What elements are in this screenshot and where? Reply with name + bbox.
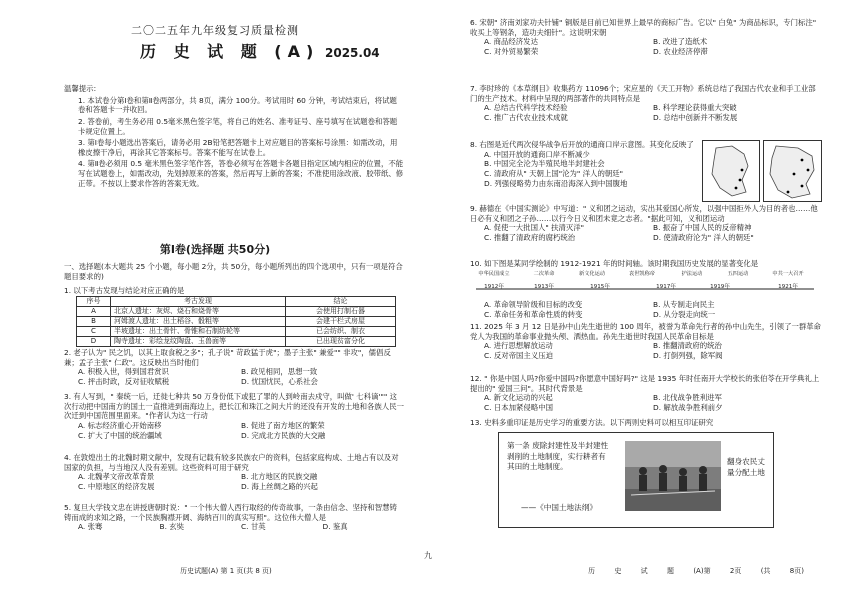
q10-timeline (470, 268, 820, 300)
port-dot (801, 185, 804, 188)
timeline-event: 中共一大召开 (772, 271, 804, 277)
port-dot (787, 191, 790, 194)
q6-option-b: B. 改进了造纸术 (653, 37, 708, 47)
land-survey-photo (625, 441, 721, 511)
q2 (64, 348, 404, 387)
q1-table (76, 296, 396, 347)
q7 (470, 84, 822, 123)
notice-block (64, 84, 404, 190)
q6 (470, 18, 822, 57)
q8-stem: 8. 右图是近代两次侵华战争后开放的通商口岸示意图。其变化反映了 (470, 140, 694, 149)
q5-option-b: B. 玄奘 (159, 522, 185, 532)
q3-option-a: A. 标志经济重心开始南移 (78, 420, 162, 430)
q2-option-a: A. 积极入世，得到国君赏识 (78, 367, 169, 377)
table-cell: 陶寺遗址：彩绘龙纹陶盘、玉兽面等 (111, 337, 286, 347)
q10-option-a: A. 革命领导阶级和目标的改变 (484, 300, 583, 309)
q12-option-d: D. 解放战争胜利前夕 (653, 402, 723, 412)
q7-option-d: D. 总结中创新并不断发展 (653, 112, 738, 122)
timeline-event: 新文化运动 (579, 271, 605, 277)
table-cell: 半坡遗址：出土骨针、骨锥和石制纺轮等 (111, 327, 286, 337)
q11 (470, 322, 822, 361)
q8-option-c: C. 清政府从" 天朝上国"沦为" 洋人的朝廷" (484, 168, 624, 178)
table-cell: 会使用打制石器 (286, 307, 396, 317)
exam-date: 2025.04 (325, 46, 380, 60)
section-intro: 一、选择题(本大题共 25 个小题，每小题 2分，共 50分，每小题所列出的四个选项中，只有一项是符合题目要求的) (64, 262, 403, 281)
q13-source-box (498, 432, 774, 528)
q12 (470, 374, 822, 413)
footer-text: (A)第 (693, 567, 711, 575)
q8-option-a: A. 中国开放的通商口岸不断减少 (484, 149, 590, 159)
q3-option-d: D. 完成北方民族的大交融 (241, 430, 326, 440)
table-cell: 会建干栏式房屋 (286, 317, 396, 327)
photo-caption: 翻身农民丈量分配土地 (727, 457, 765, 477)
q5-stem: 5. 复旦大学钱文忠在讲授唐朝时说：" 一个伟大僧人西行取经的传奇故事，一条由信念、坚持和智慧铸铸而成的求知之路，一个民族胸襟开阔、海纳百川的真实写照"。这位伟大僧人是 (64, 503, 397, 522)
q11-stem: 11. 2025 年 3 月 12 日是孙中山先生逝世的 100 周年，被誉为革命先行者的孙中山先生，引领了一群革命党人为我国的革命事业抛头颅、洒热血。孙先生逝世时我国人民革命目标是 (470, 322, 822, 341)
q9-option-b: B. 振奋了中国人民的反帝精神 (653, 223, 752, 233)
q13-stem: 13. 史料多重印证是历史学习的重要方法。以下两则史料可以相互印证研究 (470, 418, 714, 427)
timeline-year: 1921年 (778, 284, 798, 290)
port-dot (739, 179, 742, 182)
notice-item: 2. 答卷前，考生务必用 0.5毫米黑色签字笔，将自己的姓名、准考证号、座号填写在试题卷和答题卡规定位置上。 (78, 116, 398, 136)
q10-options (470, 300, 822, 319)
law-source: ——《中国土地法纲》 (521, 503, 597, 512)
q5-option-a: A. 张骞 (78, 522, 103, 532)
table-row (77, 327, 396, 337)
timeline-event: 二次革命 (533, 271, 555, 277)
q6-option-a: A. 商品经济发达 (484, 37, 538, 47)
q3 (64, 392, 404, 440)
notice-item: 1. 本试卷分第Ⅰ卷和第Ⅱ卷两部分，共 8页，满分 100分。考试用时 60 分钟，考试结束后，将试题卷和答题卡一并收回。 (78, 95, 397, 115)
timeline-year: 1912年 (484, 284, 504, 290)
port-dot (807, 169, 810, 172)
law-excerpt: 第一条 废除封建性及半封建性剥削的土地制度，实行耕者有其田的土地制度。 (507, 441, 609, 472)
q11-option-b: B. 推翻清政府的统治 (653, 341, 722, 351)
q4-option-d: D. 海上丝绸之路的兴起 (241, 481, 318, 491)
page-mark: 九 (424, 551, 432, 560)
q2-option-c: C. 抨击时政，反对征收赋税 (78, 376, 170, 386)
q8 (470, 140, 696, 188)
notice-item: 4. 第Ⅱ卷必须用 0.5 毫米黑色签字笔作答，答卷必须写在答题卡各题目指定区域内相应的位置，不能写在试题卷上，如需改动，先划掉原来的答案，然后再写上新的答案；不准使用涂改液、胶带纸、修正带。不按以上要求作答的答案无效。 (78, 159, 404, 188)
q3-option-b: B. 促进了南方地区的繁荣 (241, 420, 325, 430)
q4-stem: 4. 在敦煌出土的北魏时期文献中，发现有记载有较多民族农户的资料，包括家庭构成、土地占有以及对国家的负担，与当地汉人没有差别。这些资料可用于研究 (64, 453, 399, 472)
q2-option-b: B. 政见相同，思想一致 (241, 367, 318, 377)
port-dot (735, 187, 738, 190)
q11-option-c: C. 反对帝国主义压迫 (484, 350, 553, 360)
q7-stem: 7. 李时珍的《本草纲目》收集药方 11096个；宋应星的《天工开物》系统总结了我国古代农业和手工业部门的生产技术。材料中呈现的两部著作的共同特点是 (470, 84, 816, 103)
port-dot (793, 173, 796, 176)
section-title: 第Ⅰ卷(选择题 共50分) (159, 243, 271, 256)
table-row (77, 307, 396, 317)
table-header: 序号 (77, 297, 111, 307)
footer-text: 试 (640, 567, 648, 575)
timeline-year: 1917年 (656, 284, 676, 290)
q12-option-a: A. 新文化运动的兴起 (484, 393, 553, 403)
timeline-year: 1919年 (710, 284, 730, 290)
q7-option-b: B. 科学理论获得重大突破 (653, 103, 737, 113)
table-header: 考古发现 (111, 297, 286, 307)
table-cell: 河姆渡人遗址：出土稻谷、骰粗等 (111, 317, 286, 327)
q7-option-a: A. 总结古代科学技术经验 (484, 103, 568, 113)
q10-stem: 10. 如下图是某同学绘制的 1912-1921 年的时间轴。该时期我国历史发展的显著变化是 (470, 259, 759, 268)
q2-stem: 2. 老子认为" 民之饥，以其上取食税之多"；孔子说" 苛政猛于虎"；墨子主张" 兼爱"" 非攻"，儒倡反兼；孟子主张" 仁政"。这反映出当时他们 (64, 348, 391, 367)
right-footer (588, 567, 804, 576)
timeline-year: 1915年 (590, 284, 610, 290)
q12-stem: 12. " 你是中国人吗?你爱中国吗?你愿意中国好吗?" 这是 1935 年时任南开大学校长的张伯苓在开学典礼上提出的" 爱国三问"。其时代背景是 (470, 374, 820, 393)
port-dot (741, 169, 744, 172)
q1-stem: 1. 以下考古发现与结论对应正确的是 (64, 286, 185, 295)
footer-text: 8页) (789, 567, 804, 575)
q5-option-c: C. 甘英 (241, 522, 266, 532)
timeline-year: 1913年 (534, 284, 554, 290)
q8-option-b: B. 中国完全沦为半殖民地半封建社会 (484, 159, 605, 169)
table-cell: 已出现贫富分化 (286, 337, 396, 347)
footer-text: 题 (666, 567, 674, 575)
timeline-event: 袁世凯称帝 (629, 271, 655, 277)
table-cell: D (77, 337, 111, 347)
q3-stem: 3. 有人写到，" 秦统一后，迁徙七种共 50 万身份低下或犯了罪的人到岭南去戍守，叫做' 七科谪'"" 这次行动把中国南方的国土一直推进到南海边上，把长江和珠江之间大片的还没有开发的土地和各族人民一次迁到中国范围里面来。"作者认为这一行动 (64, 392, 404, 421)
right-page (430, 0, 860, 608)
timeline-event: 中华民国成立 (478, 271, 510, 277)
q6-stem: 6. 宋朝" 济南刘家功夫针铺" 铜版是目前已知世界上最早的商标广告。它以" 白兔" 为商品标识，专门标注" 收买上等钢条，造功夫细针"。这说明宋朝 (470, 18, 817, 37)
q11-option-d: D. 打倒列强，除军阀 (653, 350, 723, 360)
q4-option-b: B. 北方地区的民族交融 (241, 472, 318, 482)
notice-item: 3. 第Ⅰ卷每小题选出答案后，请务必用 2B铅笔把答题卡上对应题目的答案标号涂黑：如需改动，用橡皮擦干净后，再涂其它答案标号。答案不能写在试卷上。 (78, 138, 398, 157)
footer-text: 历 (588, 567, 595, 575)
port-dot (801, 159, 804, 162)
q9 (470, 204, 822, 243)
q10-option-c: C. 革命任务和革命性质的转变 (484, 309, 583, 319)
q6-option-d: D. 农业经济停滞 (653, 46, 708, 56)
q9-option-d: D. 使清政府沦为" 洋人的朝廷" (653, 232, 754, 242)
timeline-event: 五四运动 (727, 271, 749, 277)
q5-option-d: D. 鉴真 (322, 522, 348, 532)
q10-option-d: D. 从分裂走向统一 (653, 309, 716, 319)
exam-title: 历 史 试 题 (A) (140, 42, 320, 61)
q7-option-c: C. 推广古代农业技术成就 (484, 112, 568, 122)
timeline-event: 护法运动 (681, 271, 703, 277)
q9-stem: 9. 赫德在《中国实测论》中写道：" 义和团之运动，实出其爱国心所发，以强中国拒外人为目的者也……他日必有义和团之子孙……以行今日义和团未竟之志者。"据此可知，义和团运动 (470, 204, 818, 223)
table-cell: 北京人遗址：灰烬、烧石和烧骨等 (111, 307, 286, 317)
table-cell: 已会纺织、制衣 (286, 327, 396, 337)
q12-option-b: B. 北伐战争胜利进军 (653, 393, 722, 403)
footer-text: 2页 (729, 567, 742, 575)
q6-option-c: C. 对外贸易繁荣 (484, 46, 539, 56)
q4 (64, 453, 404, 492)
footer-text: 史 (614, 567, 622, 575)
q2-option-d: D. 忧国忧民，心系社会 (241, 376, 318, 386)
q9-option-a: A. 促使一大批国人" 扶清灭洋" (484, 223, 585, 233)
q8-option-d: D. 列强侵略势力由东南沿海深入到中国腹地 (484, 178, 628, 188)
q4-option-c: C. 中原地区的经济发展 (78, 481, 155, 491)
notice-title: 温馨提示: (64, 84, 97, 93)
treaty-ports-map (702, 140, 822, 202)
exam-series-title: 二〇二五年九年级复习质量检测 (131, 24, 299, 37)
q5 (64, 503, 404, 532)
q9-option-c: C. 推翻了清政府的腐朽统治 (484, 232, 576, 242)
table-header-row (77, 297, 396, 307)
q4-option-a: A. 北魏孝文帝改革背景 (78, 472, 155, 482)
table-cell: A (77, 307, 111, 317)
table-row (77, 317, 396, 327)
q11-option-a: A. 进行思想解放运动 (484, 341, 553, 351)
table-cell: B (77, 317, 111, 327)
q12-option-c: C. 日本加紧侵略中国 (484, 402, 553, 412)
q10-option-b: B. 从专制走向民主 (653, 300, 715, 309)
table-header: 结论 (286, 297, 396, 307)
q3-option-c: C. 扩大了中国的统治疆域 (78, 430, 162, 440)
table-cell: C (77, 327, 111, 337)
table-row (77, 337, 396, 347)
left-footer: 历史试题(A) 第 1 页(共 8 页) (180, 567, 272, 575)
footer-text: (共 (760, 567, 771, 575)
